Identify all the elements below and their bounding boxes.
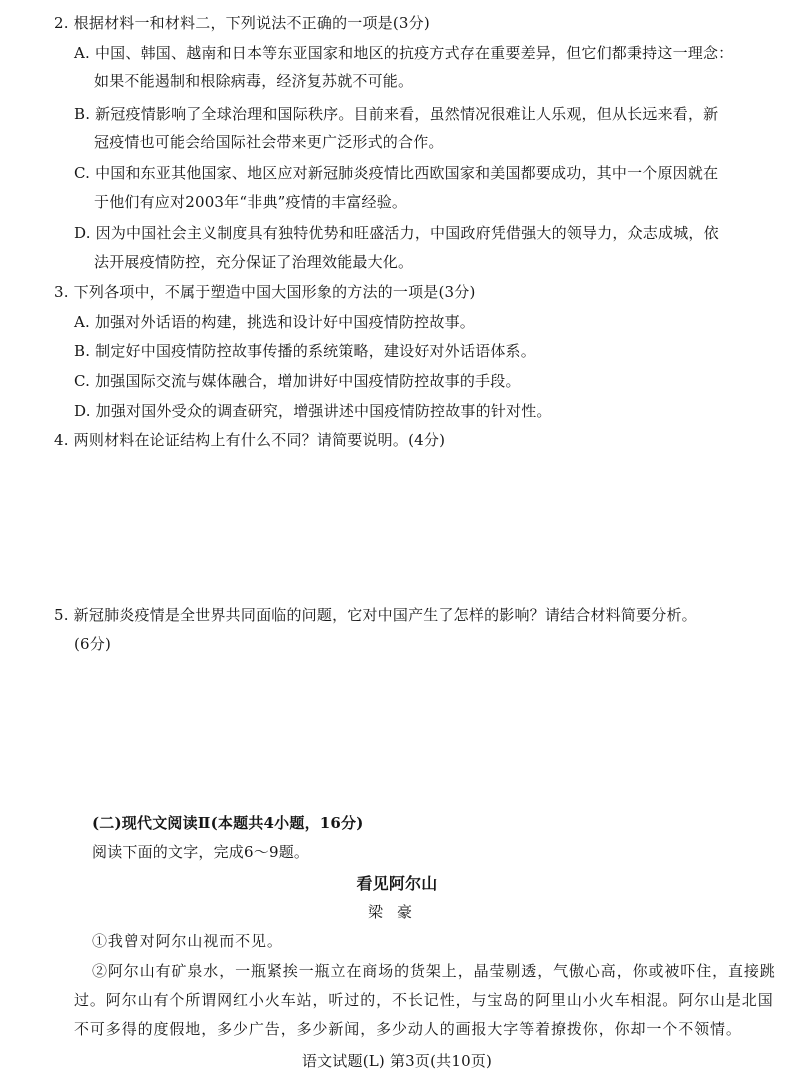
- question-4-stem: 4. 两则材料在论证结构上有什么不同？请简要说明。(4分): [54, 431, 446, 449]
- article-paragraph-2-line-3: 不可多得的度假地，多少广告，多少新闻，多少动人的画报大字等着撩拨你，你却一个不领情。: [74, 1020, 742, 1038]
- question-2-option-b: B. 新冠疫情影响了全球治理和国际秩序。目前来看，虽然情况很难让人乐观，但从长远来看，新: [74, 105, 719, 123]
- question-2-stem: 2. 根据材料一和材料二，下列说法不正确的一项是(3分): [54, 14, 430, 32]
- question-2-option-d: D. 因为中国社会主义制度具有独特优势和旺盛活力，中国政府凭借强大的领导力，众志成城，依: [74, 224, 719, 242]
- section-instruction: 阅读下面的文字，完成6～9题。: [92, 843, 310, 861]
- question-3-stem: 3. 下列各项中，不属于塑造中国大国形象的方法的一项是(3分): [54, 283, 476, 301]
- question-2-option-c: C. 中国和东亚其他国家、地区应对新冠肺炎疫情比西欧国家和美国都要成功，其中一个原因就在: [74, 164, 719, 182]
- question-2-option-a: A. 中国、韩国、越南和日本等东亚国家和地区的抗疫方式存在重要差异，但它们都秉持这一理念：: [74, 44, 734, 62]
- question-3-option-a: A. 加强对外话语的构建，挑选和设计好中国疫情防控故事。: [74, 313, 475, 331]
- question-4-answer-space[interactable]: [54, 455, 754, 595]
- section-heading: (二)现代文阅读Ⅱ(本题共4小题，16分): [92, 814, 364, 832]
- question-2-option-c-cont: 于他们有应对2003年“非典”疫情的丰富经验。: [94, 193, 408, 211]
- article-author: 梁豪: [367, 903, 426, 921]
- question-3-option-c: C. 加强国际交流与媒体融合，增加讲好中国疫情防控故事的手段。: [74, 372, 521, 390]
- question-5-stem-cont: (6分): [74, 635, 112, 653]
- article-paragraph-2: ②阿尔山有矿泉水，一瓶紧挨一瓶立在商场的货架上，晶莹剔透，气傲心高，你或被吓住，直接跳: [92, 962, 776, 980]
- article-paragraph-1: ①我曾对阿尔山视而不见。: [92, 932, 283, 950]
- question-2-option-d-cont: 法开展疫情防控，充分保证了治理效能最大化。: [94, 253, 414, 271]
- question-5-stem: 5. 新冠肺炎疫情是全世界共同面临的问题，它对中国产生了怎样的影响？请结合材料简要分析。: [54, 606, 697, 624]
- question-2-option-b-cont: 冠疫情也可能会给国际社会带来更广泛形式的合作。: [94, 133, 444, 151]
- question-3-option-b: B. 制定好中国疫情防控故事传播的系统策略，建设好对外话语体系。: [74, 342, 536, 360]
- question-5-answer-space[interactable]: [54, 660, 754, 805]
- question-3-option-d: D. 加强对国外受众的调查研究，增强讲述中国疫情防控故事的针对性。: [74, 402, 552, 420]
- article-title: 看见阿尔山: [356, 874, 438, 893]
- page-footer: 语文试题(L) 第3页(共10页): [301, 1052, 493, 1070]
- question-2-option-a-cont: 如果不能遏制和根除病毒，经济复苏就不可能。: [94, 72, 414, 90]
- article-paragraph-2-line-2: 过。阿尔山有个所谓网红小火车站，听过的，不长记性，与宝岛的阿里山小火车相混。阿尔山是北国: [74, 991, 774, 1009]
